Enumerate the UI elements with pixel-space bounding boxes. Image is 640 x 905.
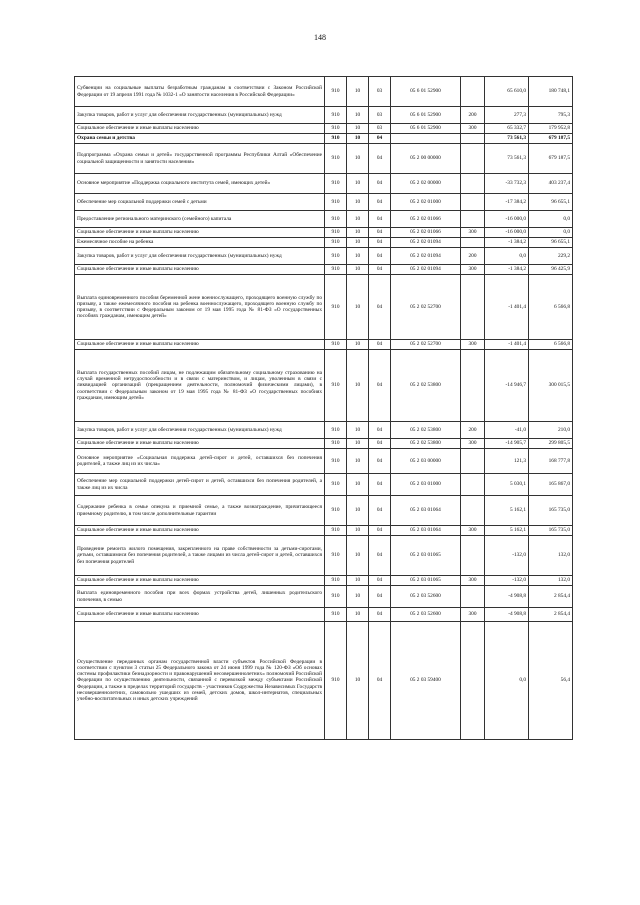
subsection-code-cell: 04 bbox=[369, 265, 391, 275]
section-code-cell: 10 bbox=[347, 194, 369, 211]
total-amount-cell: 210,0 bbox=[529, 422, 573, 439]
expense-type-cell: 300 bbox=[461, 526, 485, 536]
table-row bbox=[75, 77, 573, 107]
change-amount-cell: -14 905,7 bbox=[485, 439, 529, 449]
section-code-cell: 10 bbox=[347, 474, 369, 496]
section-code-cell: 10 bbox=[347, 174, 369, 194]
section-code-cell: 10 bbox=[347, 228, 369, 238]
table-row bbox=[75, 576, 573, 586]
change-amount-cell: 0,0 bbox=[485, 622, 529, 740]
target-article-cell: 05 2 03 01064 bbox=[391, 496, 461, 526]
expense-type-cell bbox=[461, 144, 485, 174]
table-row bbox=[75, 238, 573, 248]
target-article-cell: 05 2 02 53800 bbox=[391, 350, 461, 422]
row-name-cell: Выплата единовременного пособия беременной жене военнослужащего, проходящего военную службу по призыву, а также ежемесячного пособия на ребенка военнослужащего, проходящего военную службу по призыву, в соответствии с Федеральным законом от 19 мая 1995 года № 81-ФЗ «О государственных пособиях гражданам, имеющим детей» bbox=[75, 275, 325, 340]
table-row bbox=[75, 496, 573, 526]
ministry-code-cell: 910 bbox=[325, 275, 347, 340]
target-article-cell: 05 6 01 52900 bbox=[391, 124, 461, 134]
table-row bbox=[75, 265, 573, 275]
table-row bbox=[75, 194, 573, 211]
subsection-code-cell: 04 bbox=[369, 144, 391, 174]
row-name-cell: Основное мероприятие «Социальная поддержка детей-сирот и детей, оставшихся без попечения родителей, а также лиц из их числа» bbox=[75, 449, 325, 474]
row-name-cell: Содержание ребенка в семье опекуна и приемной семье, а также вознаграждение, причитающееся приемному родителю, в том числе дополнительные гарантии bbox=[75, 496, 325, 526]
ministry-code-cell: 910 bbox=[325, 77, 347, 107]
ministry-code-cell: 910 bbox=[325, 194, 347, 211]
row-name-cell: Социальное обеспечение и иные выплаты населению bbox=[75, 608, 325, 622]
table-row bbox=[75, 275, 573, 340]
expense-type-cell bbox=[461, 586, 485, 608]
target-article-cell: 05 2 02 01000 bbox=[391, 194, 461, 211]
change-amount-cell: -41,0 bbox=[485, 422, 529, 439]
section-code-cell: 10 bbox=[347, 238, 369, 248]
target-article-cell: 05 2 02 53800 bbox=[391, 422, 461, 439]
row-name-cell: Проведение ремонта жилого помещения, закрепленного на праве собственности за детьми-сиротами, детьми, оставшимися без попечения родителей, а также лицами из числа детей-сирот и детей, оставшихся без попечения родителей bbox=[75, 536, 325, 576]
ministry-code-cell: 910 bbox=[325, 474, 347, 496]
ministry-code-cell: 910 bbox=[325, 340, 347, 350]
total-amount-cell: 679 187,5 bbox=[529, 134, 573, 144]
section-code-cell: 10 bbox=[347, 124, 369, 134]
row-name-cell: Социальное обеспечение и иные выплаты населению bbox=[75, 340, 325, 350]
subsection-code-cell: 03 bbox=[369, 124, 391, 134]
target-article-cell: 05 2 02 52700 bbox=[391, 340, 461, 350]
subsection-code-cell: 04 bbox=[369, 134, 391, 144]
target-article-cell: 05 2 03 00000 bbox=[391, 449, 461, 474]
target-article-cell: 05 2 03 52600 bbox=[391, 608, 461, 622]
section-code-cell: 10 bbox=[347, 77, 369, 107]
subsection-code-cell: 04 bbox=[369, 536, 391, 576]
total-amount-cell: 132,0 bbox=[529, 576, 573, 586]
change-amount-cell: -33 732,3 bbox=[485, 174, 529, 194]
budget-table bbox=[74, 76, 573, 740]
row-name-cell: Закупка товаров, работ и услуг для обеспечения государственных (муниципальных) нужд bbox=[75, 248, 325, 265]
ministry-code-cell: 910 bbox=[325, 238, 347, 248]
total-amount-cell: 180 748,1 bbox=[529, 77, 573, 107]
row-name-cell: Обеспечение мер социальной поддержки семей с детьми bbox=[75, 194, 325, 211]
total-amount-cell: 96 655,1 bbox=[529, 238, 573, 248]
row-name-cell: Обеспечение мер социальной поддержки детей-сирот и детей, оставшихся без попечения родителей, а также лиц из их числа bbox=[75, 474, 325, 496]
target-article-cell: 05 6 01 52900 bbox=[391, 77, 461, 107]
subsection-code-cell: 04 bbox=[369, 526, 391, 536]
total-amount-cell: 165 735,0 bbox=[529, 496, 573, 526]
table-row bbox=[75, 340, 573, 350]
section-code-cell: 10 bbox=[347, 449, 369, 474]
change-amount-cell: -17 384,2 bbox=[485, 194, 529, 211]
subsection-code-cell: 04 bbox=[369, 439, 391, 449]
ministry-code-cell: 910 bbox=[325, 211, 347, 228]
section-code-cell: 10 bbox=[347, 144, 369, 174]
section-code-cell: 10 bbox=[347, 275, 369, 340]
change-amount-cell: 65 332,7 bbox=[485, 124, 529, 134]
table-row bbox=[75, 248, 573, 265]
ministry-code-cell: 910 bbox=[325, 439, 347, 449]
subsection-code-cell: 04 bbox=[369, 340, 391, 350]
target-article-cell: 05 2 03 01000 bbox=[391, 474, 461, 496]
ministry-code-cell: 910 bbox=[325, 174, 347, 194]
row-name-cell: Осуществление переданных органам государственной власти субъектов Российской Федерации в соответствии с пунктом 3 статьи 25 Федерального закона от 24 июня 1999 года № 120-ФЗ «Об основах системы профилактики безнадзорности и правонарушений несовершеннолетних» полномочий Российской Федерации по осуществлению деятельности, связанной с перевозкой между субъектами Российской Федерации, а также в пределах территорий государств - участников Содружества Независимых Государств несовершеннолетних, самовольно ушедших из семей, детских домов, школ-интернатов, специальных учебно-воспитательных и иных детских учреждений bbox=[75, 622, 325, 740]
table-row bbox=[75, 526, 573, 536]
section-code-cell: 10 bbox=[347, 422, 369, 439]
subsection-code-cell: 03 bbox=[369, 77, 391, 107]
row-name-cell: Выплата единовременного пособия при всех формах устройства детей, лишенных родительского попечения, в семью bbox=[75, 586, 325, 608]
table-row bbox=[75, 449, 573, 474]
table-row bbox=[75, 228, 573, 238]
change-amount-cell: 73 561,3 bbox=[485, 134, 529, 144]
change-amount-cell: -132,0 bbox=[485, 536, 529, 576]
table-row bbox=[75, 107, 573, 124]
ministry-code-cell: 910 bbox=[325, 107, 347, 124]
expense-type-cell bbox=[461, 449, 485, 474]
change-amount-cell: 0,0 bbox=[485, 248, 529, 265]
target-article-cell: 05 2 02 52700 bbox=[391, 275, 461, 340]
change-amount-cell: -132,0 bbox=[485, 576, 529, 586]
section-code-cell: 10 bbox=[347, 439, 369, 449]
section-code-cell: 10 bbox=[347, 622, 369, 740]
target-article-cell: 05 2 03 59400 bbox=[391, 622, 461, 740]
ministry-code-cell: 910 bbox=[325, 134, 347, 144]
change-amount-cell: -4 908,8 bbox=[485, 586, 529, 608]
row-name-cell: Ежемесячное пособие на ребенка bbox=[75, 238, 325, 248]
ministry-code-cell: 910 bbox=[325, 526, 347, 536]
expense-type-cell bbox=[461, 496, 485, 526]
total-amount-cell: 96 425,9 bbox=[529, 265, 573, 275]
expense-type-cell bbox=[461, 134, 485, 144]
row-name-cell: Социальное обеспечение и иные выплаты населению bbox=[75, 228, 325, 238]
row-name-cell: Социальное обеспечение и иные выплаты населению bbox=[75, 526, 325, 536]
ministry-code-cell: 910 bbox=[325, 576, 347, 586]
change-amount-cell: -1 401,4 bbox=[485, 340, 529, 350]
change-amount-cell: -16 000,0 bbox=[485, 228, 529, 238]
table-row bbox=[75, 586, 573, 608]
ministry-code-cell: 910 bbox=[325, 536, 347, 576]
section-code-cell: 10 bbox=[347, 248, 369, 265]
target-article-cell: 05 2 02 53800 bbox=[391, 439, 461, 449]
subsection-code-cell: 04 bbox=[369, 238, 391, 248]
target-article-cell: 05 2 00 00000 bbox=[391, 144, 461, 174]
target-article-cell: 05 2 03 01065 bbox=[391, 536, 461, 576]
section-code-cell: 10 bbox=[347, 526, 369, 536]
change-amount-cell: 73 561,3 bbox=[485, 144, 529, 174]
change-amount-cell: 5 162,1 bbox=[485, 526, 529, 536]
total-amount-cell: 0,0 bbox=[529, 228, 573, 238]
total-amount-cell: 0,0 bbox=[529, 211, 573, 228]
table-row bbox=[75, 474, 573, 496]
target-article-cell: 05 2 03 01064 bbox=[391, 526, 461, 536]
total-amount-cell: 56,4 bbox=[529, 622, 573, 740]
table-row bbox=[75, 422, 573, 439]
total-amount-cell: 179 952,8 bbox=[529, 124, 573, 134]
subsection-code-cell: 04 bbox=[369, 422, 391, 439]
table-row bbox=[75, 124, 573, 134]
section-code-cell: 10 bbox=[347, 211, 369, 228]
section-code-cell: 10 bbox=[347, 496, 369, 526]
row-name-cell: Социальное обеспечение и иные выплаты населению bbox=[75, 265, 325, 275]
table-row bbox=[75, 211, 573, 228]
change-amount-cell: -1 401,4 bbox=[485, 275, 529, 340]
subsection-code-cell: 04 bbox=[369, 174, 391, 194]
expense-type-cell: 200 bbox=[461, 107, 485, 124]
total-amount-cell: 403 237,4 bbox=[529, 174, 573, 194]
row-name-cell: Выплата государственных пособий лицам, не подлежащим обязательному социальному страхованию на случай временной нетрудоспособности и в связи с материнством, и лицам, уволенным в связи с ликвидацией организаций (прекращением деятельности, полномочий физическими лицами), в соответствии с Федеральным законом от 19 мая 1995 года № 81-ФЗ «О государственных пособиях гражданам, имеющим детей» bbox=[75, 350, 325, 422]
subsection-code-cell: 04 bbox=[369, 608, 391, 622]
target-article-cell: 05 2 02 01094 bbox=[391, 265, 461, 275]
row-name-cell: Закупка товаров, работ и услуг для обеспечения государственных (муниципальных) нужд bbox=[75, 107, 325, 124]
table-row bbox=[75, 536, 573, 576]
change-amount-cell: -14 946,7 bbox=[485, 350, 529, 422]
table-row bbox=[75, 439, 573, 449]
table-body bbox=[75, 77, 573, 740]
ministry-code-cell: 910 bbox=[325, 248, 347, 265]
section-code-cell: 10 bbox=[347, 340, 369, 350]
ministry-code-cell: 910 bbox=[325, 422, 347, 439]
change-amount-cell: -16 000,0 bbox=[485, 211, 529, 228]
row-name-cell: Предоставление регионального материнского (семейного) капитала bbox=[75, 211, 325, 228]
total-amount-cell: 229,2 bbox=[529, 248, 573, 265]
expense-type-cell bbox=[461, 536, 485, 576]
section-code-cell: 10 bbox=[347, 107, 369, 124]
table-row bbox=[75, 622, 573, 740]
change-amount-cell: 121,3 bbox=[485, 449, 529, 474]
total-amount-cell: 2 854,4 bbox=[529, 608, 573, 622]
target-article-cell: 05 6 01 52900 bbox=[391, 107, 461, 124]
page-number: 148 bbox=[314, 33, 326, 42]
total-amount-cell: 2 854,4 bbox=[529, 586, 573, 608]
expense-type-cell bbox=[461, 77, 485, 107]
table-row bbox=[75, 174, 573, 194]
expense-type-cell bbox=[461, 211, 485, 228]
row-name-cell: Социальное обеспечение и иные выплаты населению bbox=[75, 124, 325, 134]
expense-type-cell: 300 bbox=[461, 608, 485, 622]
ministry-code-cell: 910 bbox=[325, 608, 347, 622]
row-name-cell: Субвенции на социальные выплаты безработным гражданам в соответствии с Законом Российской Федерации от 19 апреля 1991 года № 1032-1 «О занятости населения в Российской Федерации» bbox=[75, 77, 325, 107]
ministry-code-cell: 910 bbox=[325, 144, 347, 174]
expense-type-cell bbox=[461, 474, 485, 496]
section-code-cell: 10 bbox=[347, 576, 369, 586]
expense-type-cell bbox=[461, 350, 485, 422]
total-amount-cell: 96 655,1 bbox=[529, 194, 573, 211]
change-amount-cell: 277,3 bbox=[485, 107, 529, 124]
table-row bbox=[75, 350, 573, 422]
target-article-cell: 05 2 02 01066 bbox=[391, 228, 461, 238]
change-amount-cell: 5 030,1 bbox=[485, 474, 529, 496]
subsection-code-cell: 04 bbox=[369, 474, 391, 496]
expense-type-cell: 300 bbox=[461, 340, 485, 350]
ministry-code-cell: 910 bbox=[325, 265, 347, 275]
change-amount-cell: -1 384,2 bbox=[485, 238, 529, 248]
total-amount-cell: 168 777,8 bbox=[529, 449, 573, 474]
target-article-cell bbox=[391, 134, 461, 144]
expense-type-cell bbox=[461, 174, 485, 194]
total-amount-cell: 6 566,8 bbox=[529, 275, 573, 340]
total-amount-cell: 299 805,5 bbox=[529, 439, 573, 449]
section-code-cell: 10 bbox=[347, 134, 369, 144]
change-amount-cell: -1 384,2 bbox=[485, 265, 529, 275]
section-code-cell: 10 bbox=[347, 586, 369, 608]
ministry-code-cell: 910 bbox=[325, 496, 347, 526]
target-article-cell: 05 2 03 01065 bbox=[391, 576, 461, 586]
expense-type-cell: 200 bbox=[461, 248, 485, 265]
expense-type-cell bbox=[461, 275, 485, 340]
target-article-cell: 05 2 02 00000 bbox=[391, 174, 461, 194]
total-amount-cell: 795,3 bbox=[529, 107, 573, 124]
total-amount-cell: 300 015,5 bbox=[529, 350, 573, 422]
ministry-code-cell: 910 bbox=[325, 124, 347, 134]
subsection-code-cell: 04 bbox=[369, 350, 391, 422]
row-name-cell: Основное мероприятие «Поддержка социального института семей, имеющих детей» bbox=[75, 174, 325, 194]
ministry-code-cell: 910 bbox=[325, 449, 347, 474]
section-code-cell: 10 bbox=[347, 350, 369, 422]
section-code-cell: 10 bbox=[347, 536, 369, 576]
change-amount-cell: -4 908,8 bbox=[485, 608, 529, 622]
ministry-code-cell: 910 bbox=[325, 586, 347, 608]
subsection-code-cell: 04 bbox=[369, 496, 391, 526]
target-article-cell: 05 2 02 01094 bbox=[391, 238, 461, 248]
expense-type-cell bbox=[461, 238, 485, 248]
row-name-cell: Подпрограмма «Охрана семьи и детей» государственной программы Республики Алтай «Обеспечение социальной защищенности и занятости населения» bbox=[75, 144, 325, 174]
expense-type-cell: 200 bbox=[461, 422, 485, 439]
expense-type-cell: 300 bbox=[461, 576, 485, 586]
target-article-cell: 05 2 03 52600 bbox=[391, 586, 461, 608]
row-name-cell: Закупка товаров, работ и услуг для обеспечения государственных (муниципальных) нужд bbox=[75, 422, 325, 439]
subsection-code-cell: 04 bbox=[369, 228, 391, 238]
expense-type-cell bbox=[461, 194, 485, 211]
subsection-code-cell: 04 bbox=[369, 275, 391, 340]
subsection-code-cell: 04 bbox=[369, 449, 391, 474]
table-row bbox=[75, 608, 573, 622]
subsection-code-cell: 04 bbox=[369, 622, 391, 740]
subsection-code-cell: 04 bbox=[369, 211, 391, 228]
expense-type-cell bbox=[461, 622, 485, 740]
row-name-cell: Социальное обеспечение и иные выплаты населению bbox=[75, 576, 325, 586]
subsection-code-cell: 04 bbox=[369, 194, 391, 211]
subsection-code-cell: 04 bbox=[369, 586, 391, 608]
expense-type-cell: 300 bbox=[461, 124, 485, 134]
ministry-code-cell: 910 bbox=[325, 622, 347, 740]
expense-type-cell: 300 bbox=[461, 265, 485, 275]
subsection-code-cell: 04 bbox=[369, 248, 391, 265]
total-amount-cell: 6 566,8 bbox=[529, 340, 573, 350]
target-article-cell: 05 2 02 01094 bbox=[391, 248, 461, 265]
total-amount-cell: 132,0 bbox=[529, 536, 573, 576]
ministry-code-cell: 910 bbox=[325, 350, 347, 422]
total-amount-cell: 679 187,5 bbox=[529, 144, 573, 174]
subsection-code-cell: 03 bbox=[369, 107, 391, 124]
total-amount-cell: 165 867,0 bbox=[529, 474, 573, 496]
section-code-cell: 10 bbox=[347, 265, 369, 275]
expense-type-cell: 300 bbox=[461, 228, 485, 238]
expense-type-cell: 300 bbox=[461, 439, 485, 449]
change-amount-cell: 65 610,0 bbox=[485, 77, 529, 107]
total-amount-cell: 165 735,0 bbox=[529, 526, 573, 536]
table-row bbox=[75, 134, 573, 144]
row-name-cell: Социальное обеспечение и иные выплаты населению bbox=[75, 439, 325, 449]
change-amount-cell: 5 162,1 bbox=[485, 496, 529, 526]
section-code-cell: 10 bbox=[347, 608, 369, 622]
ministry-code-cell: 910 bbox=[325, 228, 347, 238]
table-row bbox=[75, 144, 573, 174]
subsection-code-cell: 04 bbox=[369, 576, 391, 586]
row-name-cell: Охрана семьи и детства bbox=[75, 134, 325, 144]
target-article-cell: 05 2 02 01066 bbox=[391, 211, 461, 228]
